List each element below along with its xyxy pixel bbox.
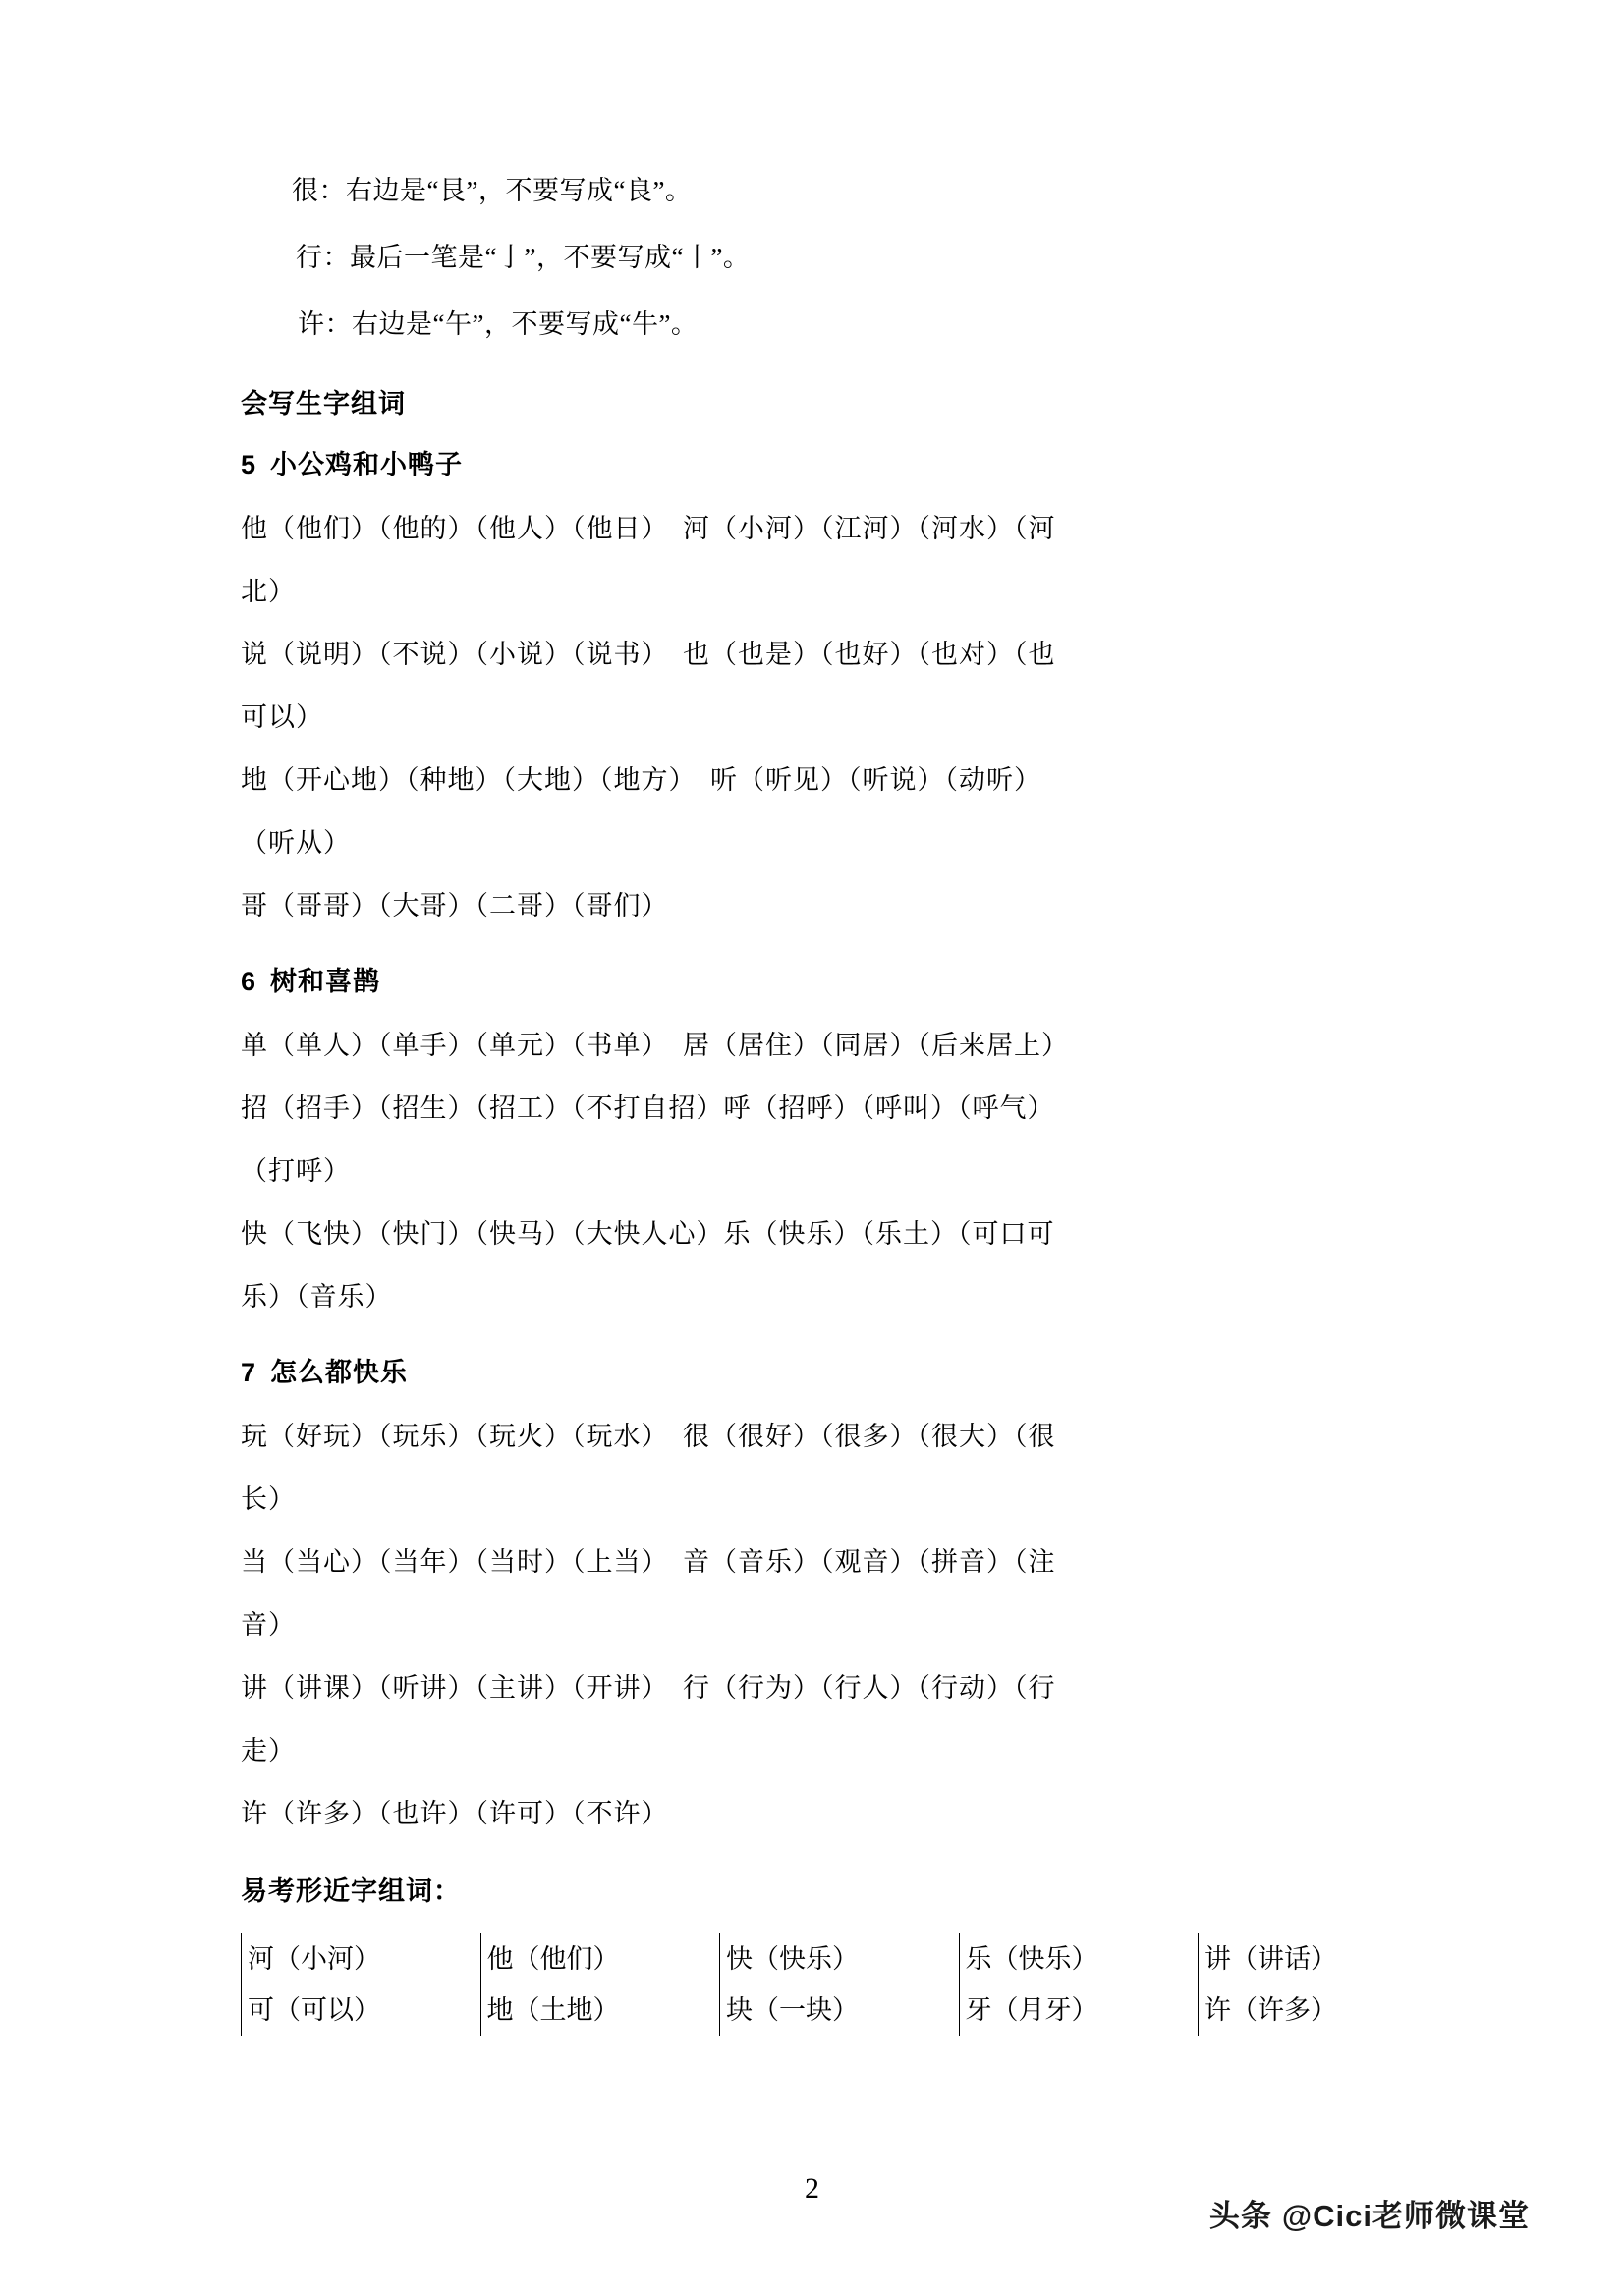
section-heading-similar-characters: 易考形近字组词：	[241, 1876, 461, 1906]
table-cell: 他（他们）	[480, 1933, 720, 1985]
body-line: 可以）	[241, 702, 323, 732]
body-line: 说（说明）（不说）（小说）（说书） 也（也是）（也好）（也对）（也	[241, 640, 1056, 669]
table-row	[242, 1933, 1438, 1985]
body-line: 北）	[241, 577, 296, 606]
section-heading-write-words: 会写生字组词	[241, 389, 406, 419]
body-line: 哥（哥哥）（大哥）（二哥）（哥们）	[241, 891, 669, 921]
table-cell: 许（许多）	[1199, 1985, 1438, 2036]
body-line: 音）	[241, 1610, 296, 1640]
body-line: 长）	[241, 1484, 296, 1514]
body-line: 当（当心）（当年）（当时）（上当） 音（音乐）（观音）（拼音）（注	[241, 1547, 1056, 1577]
lesson-6-body	[241, 1014, 1437, 1328]
table-cell: 讲（讲话）	[1199, 1933, 1438, 1985]
note-line: 行：最后一笔是“亅”，不要写成“丨”。	[296, 243, 751, 272]
table-cell: 河（小河）	[242, 1933, 481, 1985]
body-line: 许（许多）（也许）（许可）（不许）	[241, 1799, 669, 1828]
table-cell: 牙（月牙）	[959, 1985, 1199, 2036]
lesson-heading-5	[241, 448, 1437, 481]
lesson-number: 5	[241, 450, 257, 479]
lesson-5-body	[241, 497, 1437, 937]
lesson-heading-7	[241, 1356, 1437, 1389]
page-number: 2	[805, 2172, 819, 2205]
body-line: 地（开心地）（种地）（大地）（地方） 听（听见）（听说）（动听）	[241, 765, 1041, 795]
lesson-title: 小公鸡和小鸭子	[270, 450, 464, 479]
body-line: 快（飞快）（快门）（快马）（大快人心）乐（快乐）（乐土）（可口可	[241, 1219, 1055, 1249]
table-cell: 块（一块）	[720, 1985, 960, 2036]
lesson-title: 树和喜鹊	[270, 967, 381, 996]
lesson-7-body	[241, 1405, 1437, 1845]
watermark	[1209, 2191, 1530, 2235]
lesson-title: 怎么都快乐	[270, 1358, 409, 1387]
lesson-heading-6	[241, 965, 1437, 998]
body-line: 玩（好玩）（玩乐）（玩火）（玩水） 很（很好）（很多）（很大）（很	[241, 1422, 1056, 1451]
lesson-number: 7	[241, 1358, 257, 1387]
table-cell: 乐（快乐）	[959, 1933, 1199, 1985]
note-line: 许：右边是“午”，不要写成“牛”。	[298, 309, 699, 339]
body-line: 招（招手）（招生）（招工）（不打自招）呼（招呼）（呼叫）（呼气）	[241, 1093, 1055, 1123]
watermark-prefix: 头条	[1208, 2199, 1272, 2233]
body-line: （打呼）	[241, 1156, 351, 1186]
body-line: 讲（讲课）（听讲）（主讲）（开讲） 行（行为）（行人）（行动）（行	[241, 1673, 1056, 1703]
body-line: 单（单人）（单手）（单元）（书单） 居（居住）（同居）（后来居上）	[241, 1031, 1069, 1060]
body-line: 他（他们）（他的）（他人）（他日） 河（小河）（江河）（河水）（河	[241, 514, 1056, 543]
body-line: 乐）（音乐）	[241, 1282, 393, 1312]
lesson-number: 6	[241, 967, 257, 996]
note-line: 很：右边是“艮”，不要写成“良”。	[292, 176, 693, 205]
watermark-text: @Cici老师微课堂	[1281, 2199, 1530, 2233]
body-line: （听从）	[241, 828, 351, 858]
table-cell: 快（快乐）	[720, 1933, 960, 1985]
similar-characters-table	[241, 1933, 1437, 2036]
body-line: 走）	[241, 1736, 296, 1765]
table-cell: 可（可以）	[242, 1985, 481, 2036]
table-row	[242, 1985, 1438, 2036]
table-cell: 地（土地）	[480, 1985, 720, 2036]
